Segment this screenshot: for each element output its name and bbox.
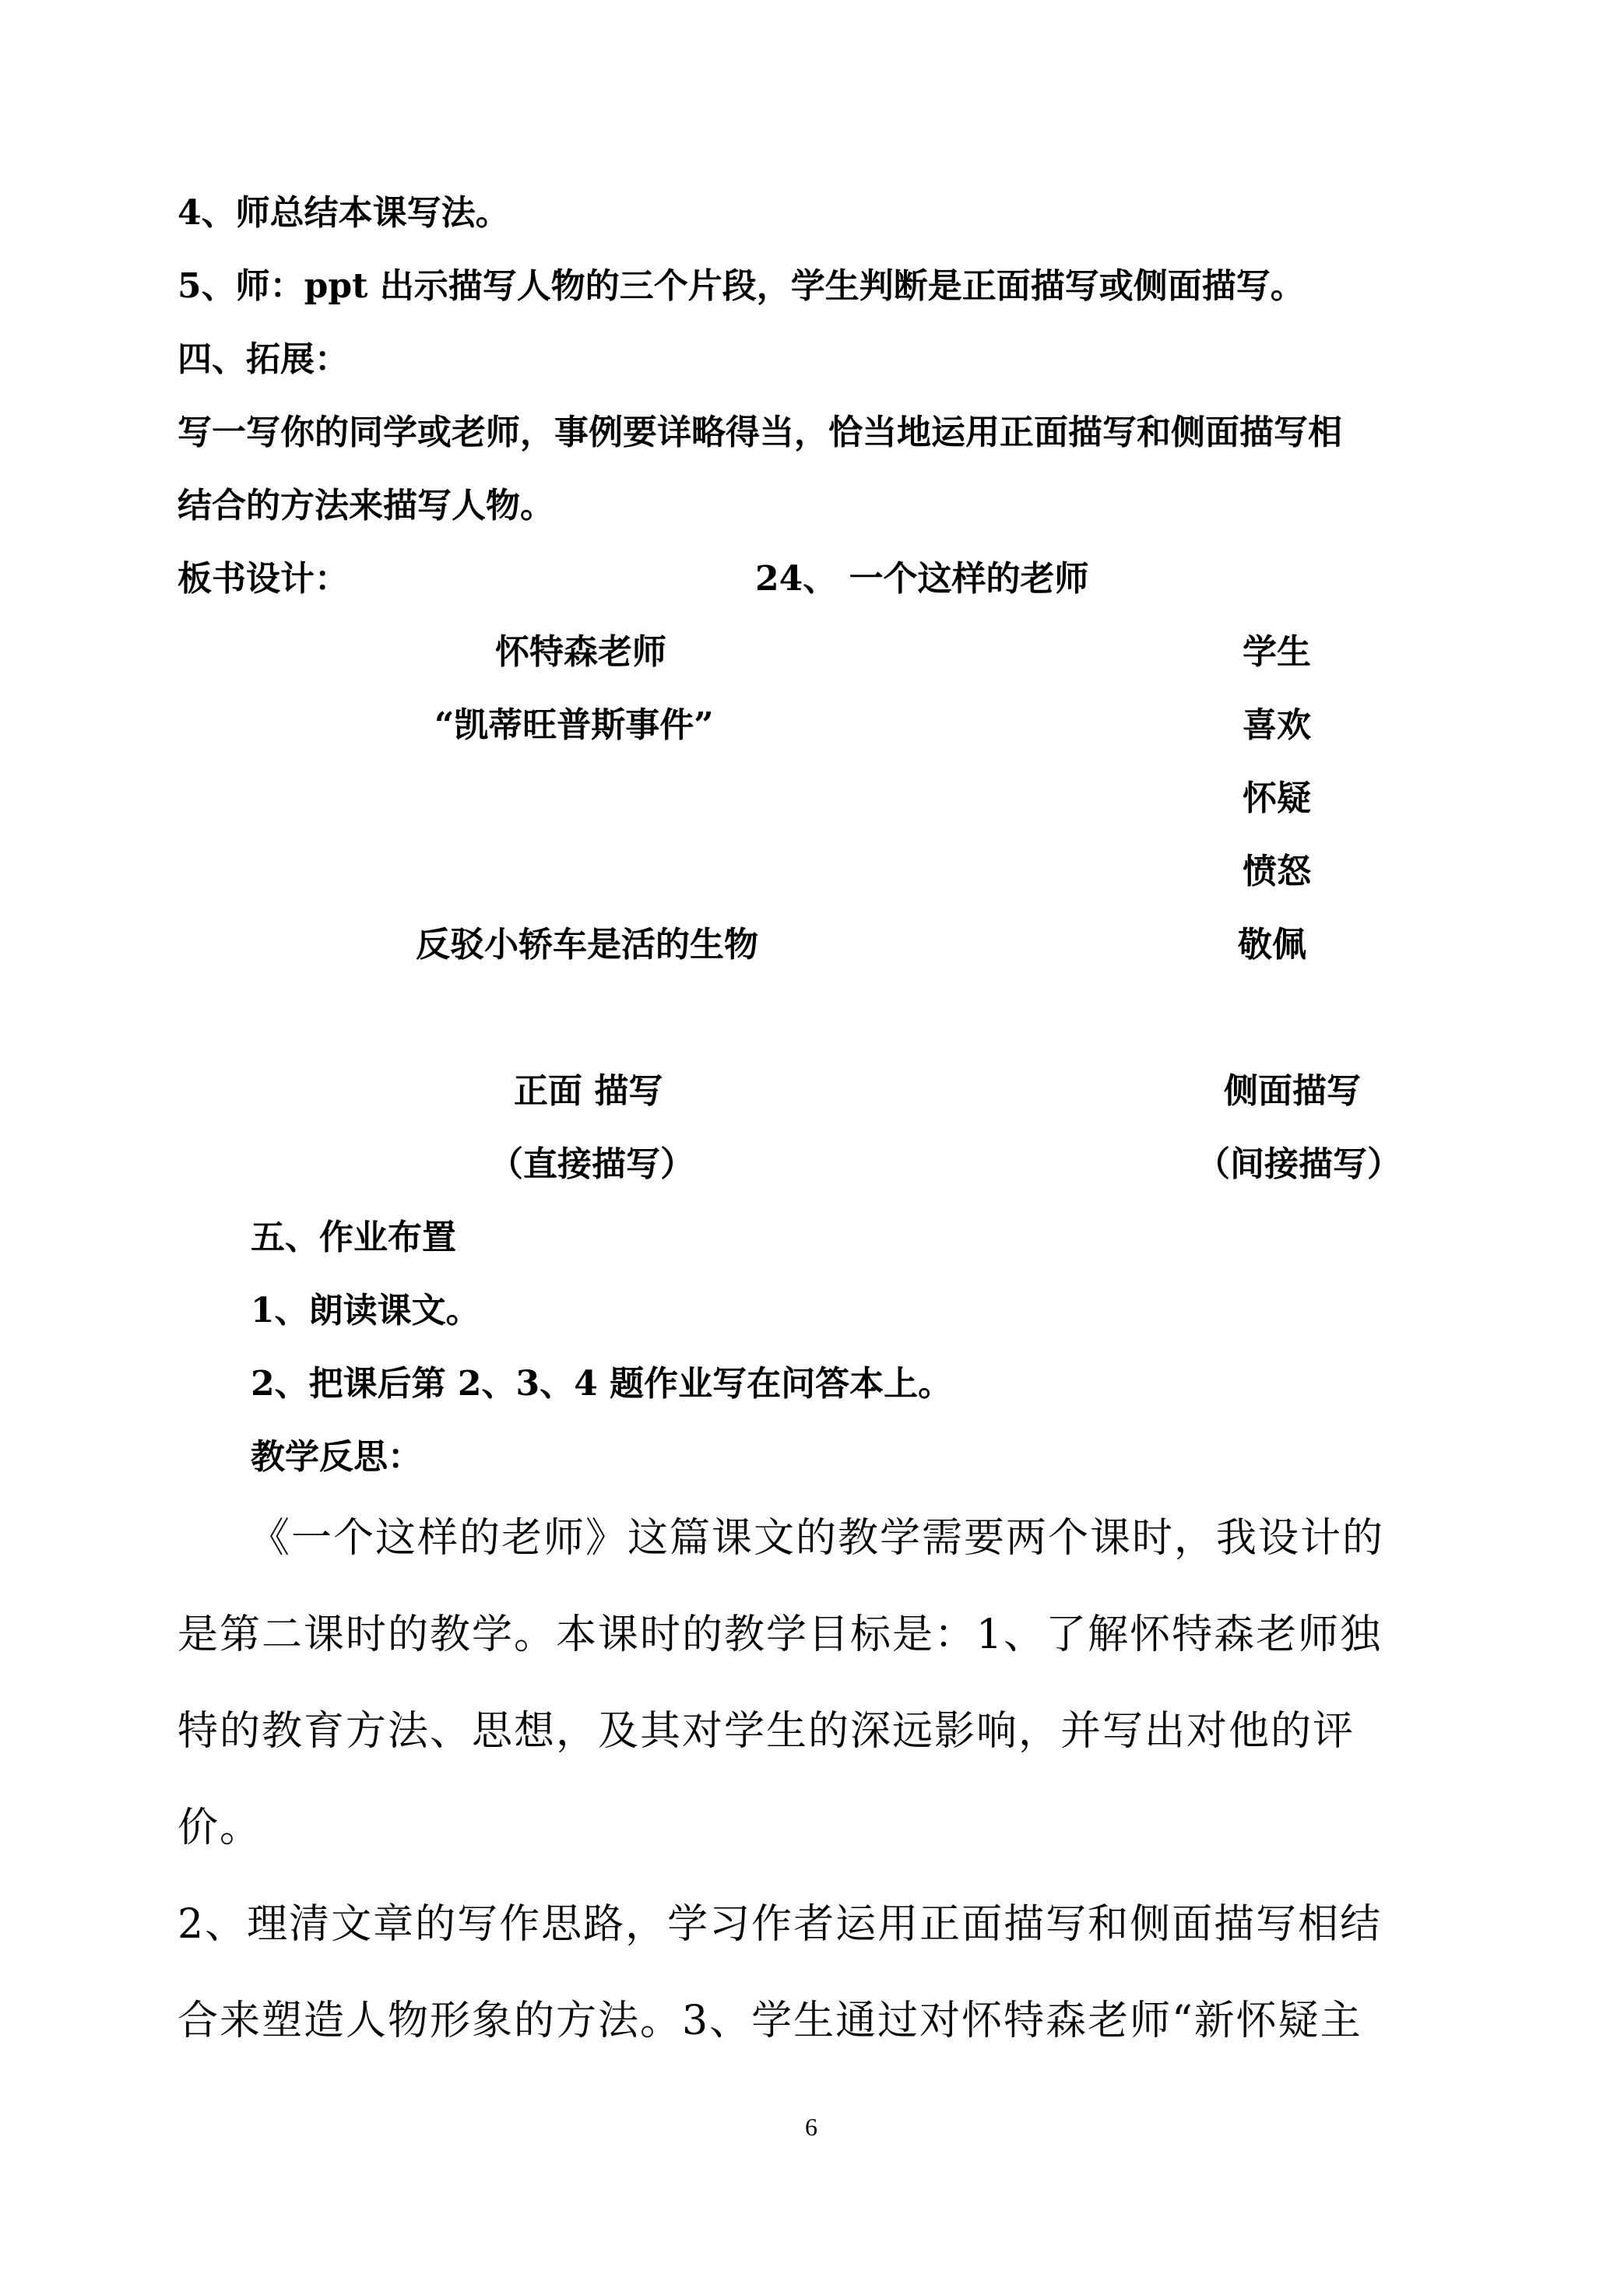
homework-item-1: 1、朗读课文。: [251, 1291, 480, 1330]
reflection-line-4: 价。: [178, 1805, 262, 1851]
step-4-text: 4、师总结本课写法。: [178, 193, 510, 233]
board-right-reaction-4: 敬佩: [1238, 925, 1306, 965]
step-5-text: 5、师：ppt 出示描写人物的三个片段，学生判断是正面描写或侧面描写。: [178, 266, 1305, 306]
board-right-reaction-3: 愤怒: [1243, 852, 1311, 891]
reflection-line-1: 《一个这样的老师》这篇课文的教学需要两个课时，我设计的: [249, 1515, 1385, 1562]
extension-text-line-1: 写一写你的同学或老师，事例要详略得当，恰当地运用正面描写和侧面描写相: [178, 413, 1342, 452]
board-right-bottom-label: 侧面描写: [1224, 1071, 1361, 1111]
reflection-line-5: 2、理清文章的写作思路，学习作者运用正面描写和侧面描写相结: [178, 1901, 1383, 1948]
board-left-header: 怀特森老师: [495, 632, 666, 672]
reflection-line-3: 特的教育方法、思想，及其对学生的深远影响，并写出对他的评: [178, 1708, 1355, 1755]
page-number: 6: [805, 2113, 817, 2141]
board-left-bottom-sublabel: （直接描写）: [489, 1144, 694, 1184]
board-design-label: 板书设计：: [178, 559, 349, 599]
board-right-bottom-sublabel: （间接描写）: [1196, 1144, 1401, 1184]
board-left-event-2: 反驳小轿车是活的生物: [416, 925, 758, 965]
reflection-line-6: 合来塑造人物形象的方法。3、学生通过对怀特森老师“新怀疑主: [178, 1998, 1362, 2044]
board-right-header: 学生: [1243, 632, 1311, 672]
board-right-reaction-2: 怀疑: [1243, 778, 1311, 818]
board-left-event-1: “凯蒂旺普斯事件”: [434, 705, 714, 745]
homework-heading: 五、作业布置: [251, 1218, 456, 1257]
reflection-heading: 教学反思：: [251, 1437, 422, 1477]
reflection-line-2: 是第二课时的教学。本课时的教学目标是：1、了解怀特森老师独: [178, 1611, 1383, 1658]
homework-item-2: 2、把课后第 2、3、4 题作业写在问答本上。: [251, 1364, 953, 1404]
board-left-bottom-label: 正面 描写: [514, 1071, 663, 1111]
extension-text-line-2: 结合的方法来描写人物。: [178, 486, 554, 525]
board-right-reaction-1: 喜欢: [1243, 705, 1311, 745]
extension-heading: 四、拓展：: [178, 339, 349, 379]
board-design-title: 24、 一个这样的老师: [755, 559, 1089, 599]
